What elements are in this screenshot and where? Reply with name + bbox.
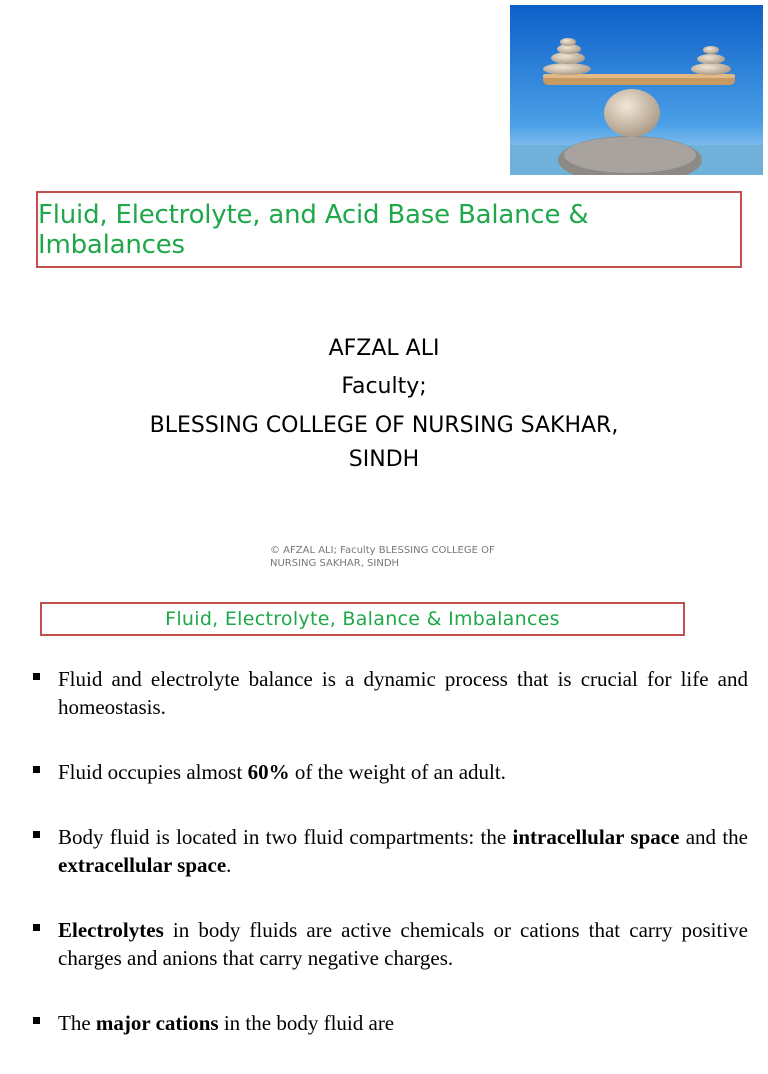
- bullet-bold-text: Electrolytes: [58, 918, 164, 942]
- bullet-text: and the: [679, 825, 749, 849]
- bullet-marker-icon: [33, 766, 40, 773]
- bullet-marker-icon: [33, 831, 40, 838]
- bullet-text: Fluid occupies almost: [58, 760, 248, 784]
- list-item: [30, 823, 748, 879]
- bullet-bold-text: extracellular space: [58, 853, 227, 877]
- bullet-text: Body fluid is located in two fluid compartments: the: [58, 825, 513, 849]
- bullet-text: in body fluids are active chemicals or cations that carry positive charges and anions that carry negative charges.: [58, 918, 748, 970]
- bullet-list: [30, 665, 748, 1074]
- bullet-text: of the weight of an adult.: [289, 760, 506, 784]
- bullet-text: in the body fluid are: [218, 1011, 395, 1035]
- bullet-bold-text: 60%: [247, 760, 290, 784]
- list-item: [30, 916, 748, 972]
- bullet-text: .: [226, 853, 232, 877]
- author-name: AFZAL ALI: [328, 336, 440, 361]
- list-item: [30, 665, 748, 721]
- title-box: [36, 191, 742, 268]
- copyright-notice: © AFZAL ALI; Faculty BLESSING COLLEGE OF NURSING SAKHAR, SINDH: [270, 545, 495, 569]
- bullet-marker-icon: [33, 924, 40, 931]
- bullet-text: The: [58, 1011, 96, 1035]
- slide-title: Fluid, Electrolyte, and Acid Base Balance & Imbalances: [38, 199, 589, 260]
- author-role: Faculty;: [341, 374, 427, 399]
- balancing-stones-image: [510, 5, 763, 175]
- author-institution: BLESSING COLLEGE OF NURSING SAKHAR,: [149, 413, 619, 438]
- list-item: [30, 1009, 748, 1037]
- bullet-bold-text: major cations: [95, 1011, 219, 1035]
- bullet-marker-icon: [33, 1017, 40, 1024]
- list-item: [30, 758, 748, 786]
- section-title: Fluid, Electrolyte, Balance & Imbalances: [165, 608, 560, 630]
- section-title-box: [40, 602, 685, 636]
- bullet-bold-text: intracellular space: [512, 825, 680, 849]
- author-institution-location: SINDH: [348, 447, 420, 472]
- bullet-marker-icon: [33, 673, 40, 680]
- bullet-text: Fluid and electrolyte balance is a dynamic process that is crucial for life and homeostasis.: [58, 667, 748, 719]
